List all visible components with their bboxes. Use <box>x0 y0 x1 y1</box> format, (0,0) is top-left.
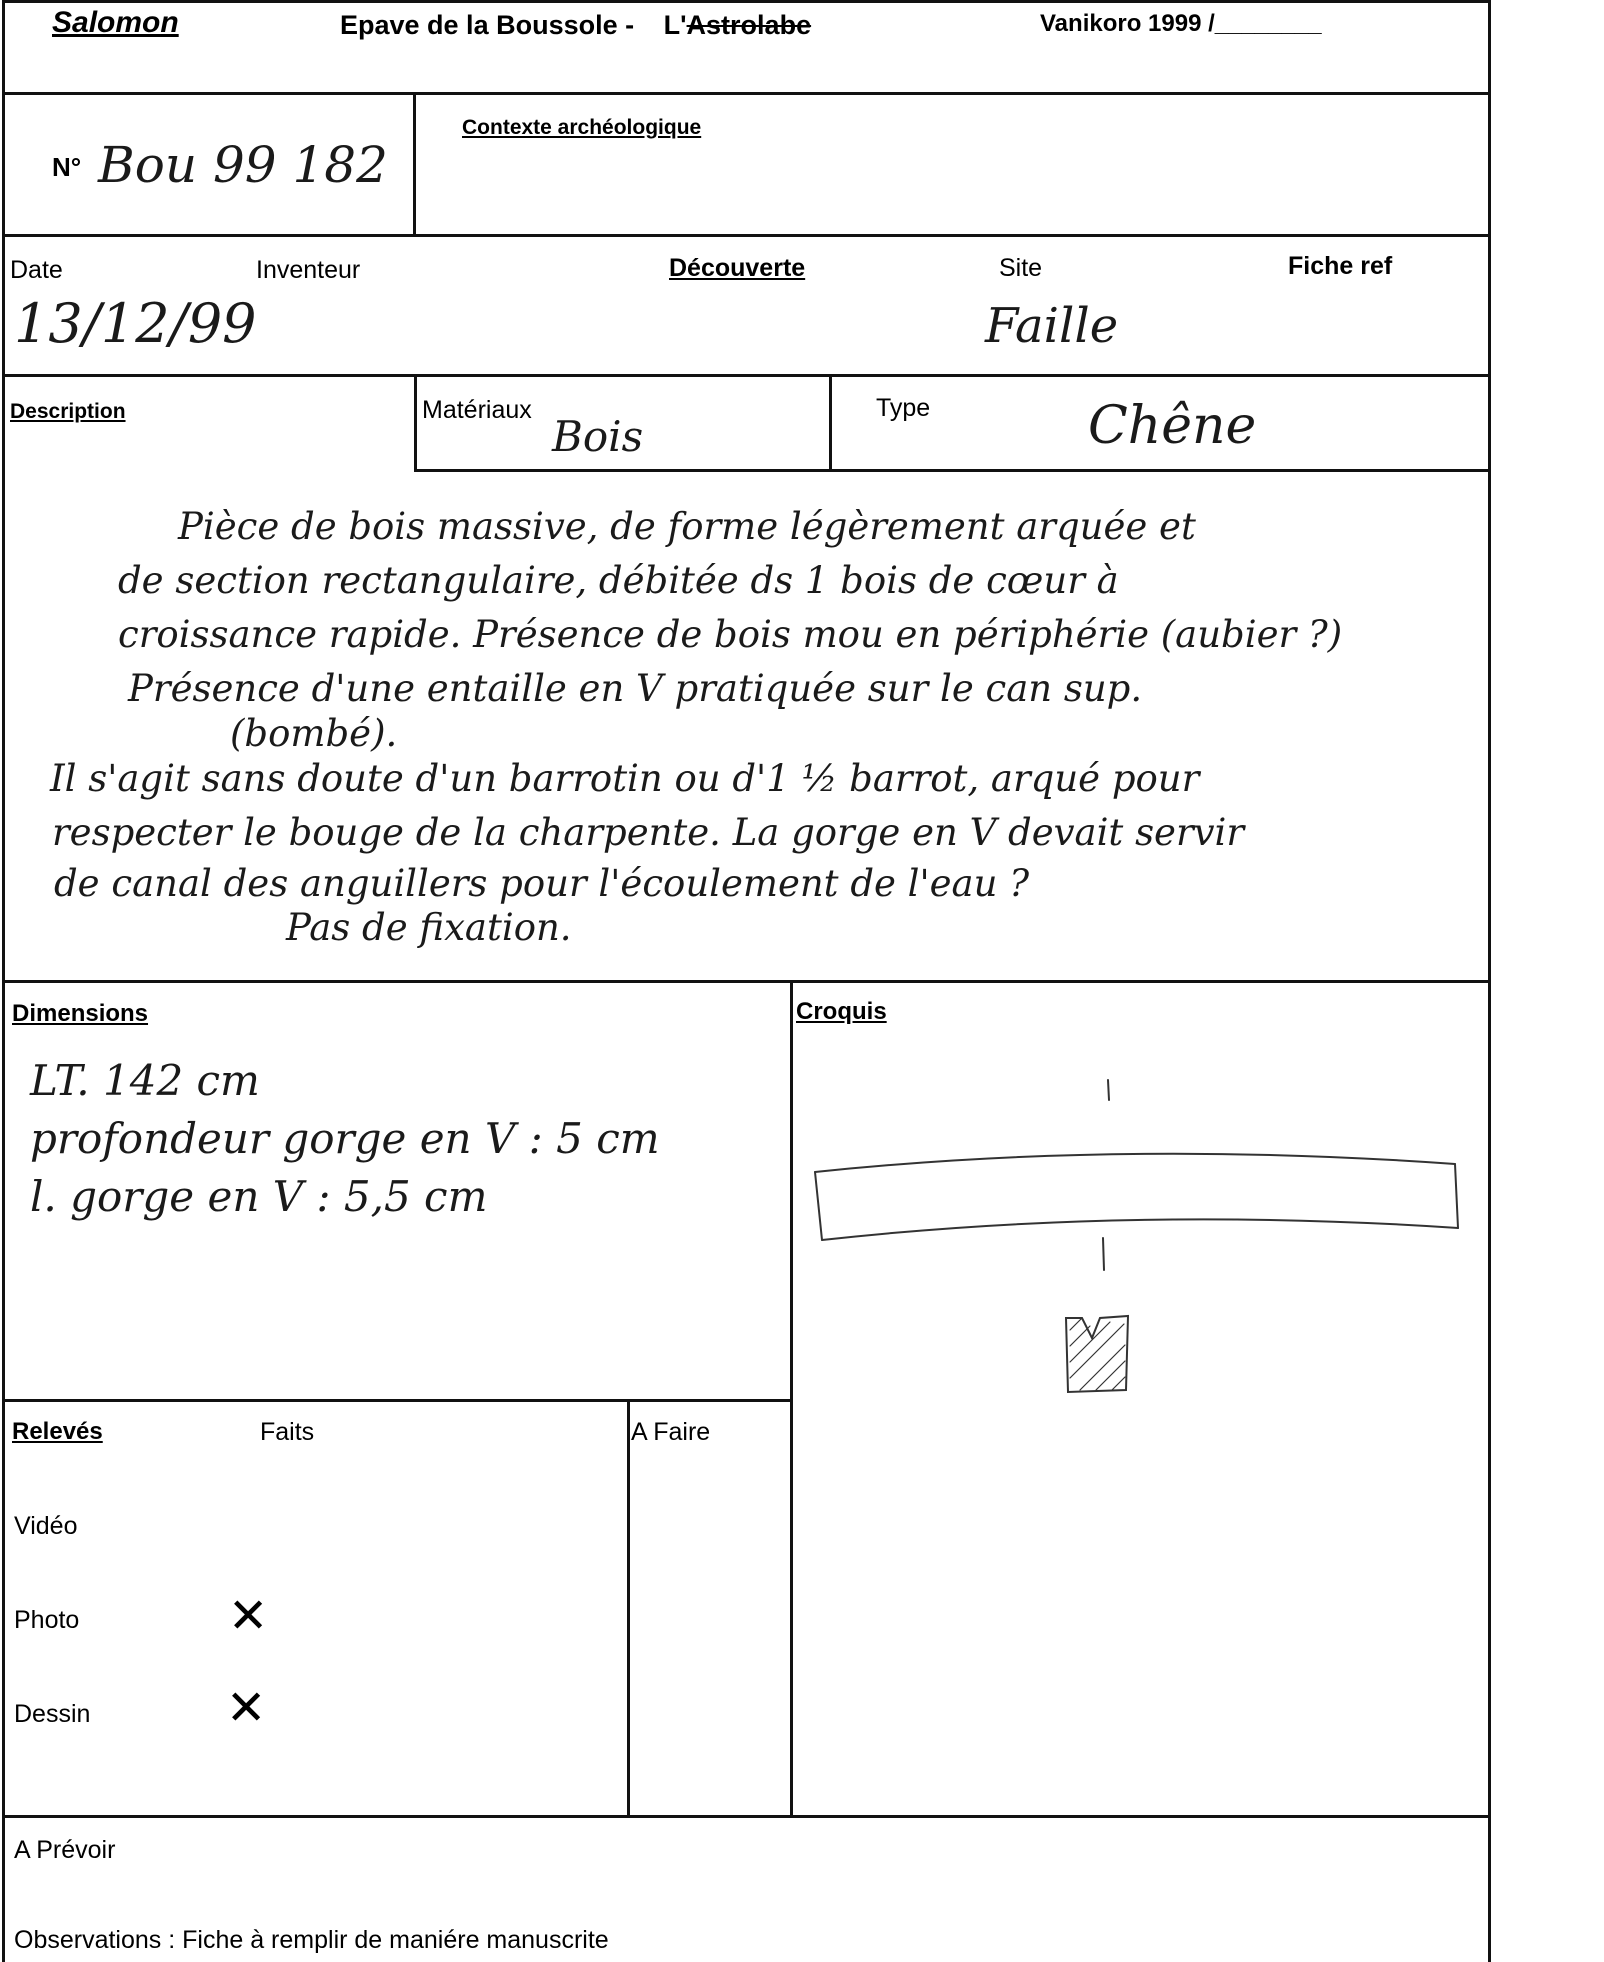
discovery-label: Découverte <box>669 254 806 282</box>
site-value: Faille <box>985 298 1119 354</box>
wreck-title <box>340 10 811 41</box>
author-name: Salomon <box>52 6 179 39</box>
photo-check-mark[interactable]: ✕ <box>228 1590 269 1643</box>
drawing-check-mark[interactable]: ✕ <box>226 1682 267 1735</box>
dimensions-text <box>30 1052 660 1226</box>
description-text <box>40 500 1560 948</box>
description-line: Pas de fixation. <box>286 906 572 949</box>
cross-section <box>1066 1316 1128 1392</box>
number-label: N° <box>52 152 82 182</box>
description-line: respecter le bouge de la charpente. La gorge en V devait servir <box>52 811 1245 854</box>
wreck-prefix: Epave de la Boussole - <box>340 10 635 40</box>
description-line: Il s'agit sans doute d'un barrotin ou d'1 ½ barrot, arqué pour <box>50 757 1200 800</box>
dimension-line: l. gorge en V : 5,5 cm <box>30 1172 488 1221</box>
photo-label: Photo <box>14 1606 80 1634</box>
sketch-label: Croquis <box>796 998 887 1025</box>
beam-top-edge <box>815 1154 1455 1172</box>
type-value: Chêne <box>1088 396 1257 456</box>
description-line: de canal des anguillers pour l'écoulement de l'eau ? <box>54 862 1030 905</box>
video-label: Vidéo <box>14 1512 78 1540</box>
description-line: de section rectangulaire, débitée ds 1 bois de cœur à <box>118 559 1119 602</box>
beam-left-end <box>815 1172 822 1240</box>
date-value: 13/12/99 <box>14 292 257 355</box>
records-done-label: Faits <box>260 1418 315 1446</box>
beam-sketch <box>800 1060 1480 1400</box>
plan-label: A Prévoir <box>14 1836 116 1864</box>
description-line: Présence d'une entaille en V pratiquée sur le can sup. <box>128 667 1143 710</box>
context-label: Contexte archéologique <box>462 116 702 139</box>
site-label: Site <box>999 254 1043 282</box>
dimension-line: profondeur gorge en V : 5 cm <box>30 1114 660 1163</box>
description-line: croissance rapide. Présence de bois mou en périphérie (aubier ?) <box>118 613 1343 656</box>
section-mark-top <box>1108 1080 1109 1100</box>
beam-right-end <box>1455 1164 1458 1228</box>
description-line: (bombé). <box>230 712 398 755</box>
materials-label: Matériaux <box>422 396 532 424</box>
description-label: Description <box>10 400 126 423</box>
inventory-number: Bou 99 182 <box>98 136 388 194</box>
beam-bottom-edge <box>822 1219 1458 1240</box>
observations-text: Observations : Fiche à remplir de maniére manuscrite <box>14 1926 609 1954</box>
description-line: Pièce de bois massive, de forme légèrement arquée et <box>178 505 1196 548</box>
wreck-struck-name: Astrolabe <box>686 10 812 40</box>
inventor-label: Inventeur <box>256 256 361 284</box>
ref-label: Fiche ref <box>1288 252 1393 280</box>
dimensions-label: Dimensions <box>12 1000 149 1027</box>
campaign-label: Vanikoro 1999 /________ <box>1040 10 1322 37</box>
drawing-label: Dessin <box>14 1700 91 1728</box>
section-mark-bottom <box>1103 1238 1104 1270</box>
records-todo-label: A Faire <box>631 1418 711 1446</box>
materials-value: Bois <box>552 412 644 461</box>
date-label: Date <box>10 256 63 284</box>
records-label: Relevés <box>12 1418 103 1445</box>
wreck-l: L' <box>663 10 687 40</box>
type-label: Type <box>876 394 931 422</box>
dimension-line: LT. 142 cm <box>30 1056 260 1105</box>
